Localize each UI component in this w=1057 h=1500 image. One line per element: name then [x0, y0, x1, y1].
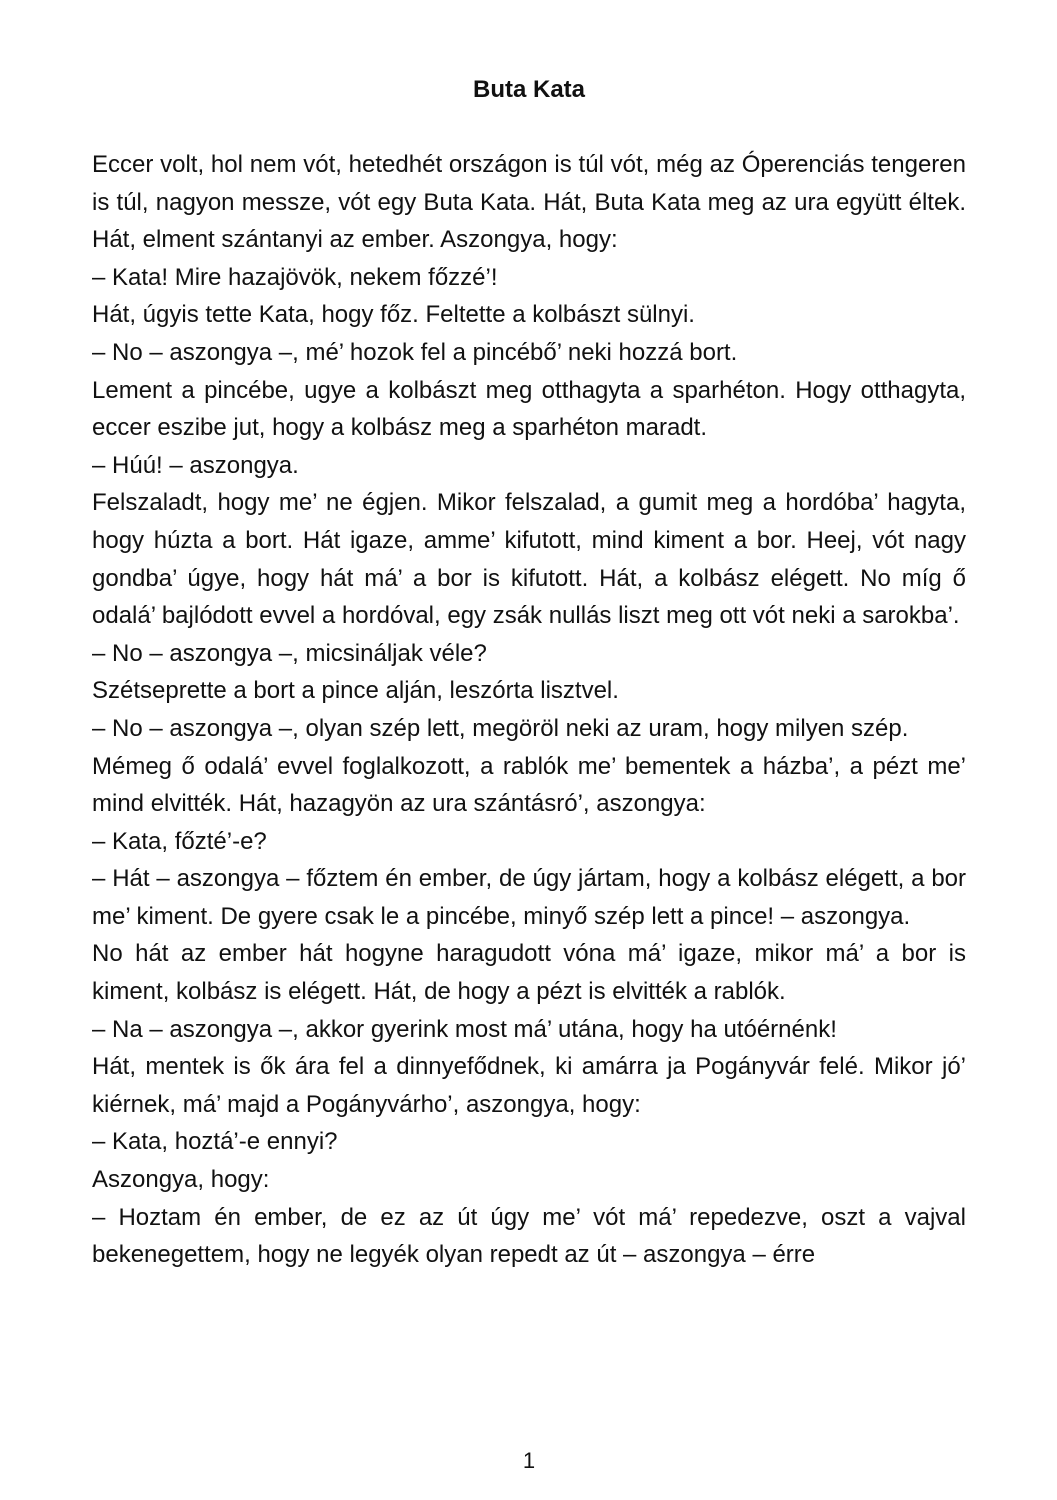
- paragraph: Hát, mentek is ők ára fel a dinnyefődnek, ki amárra ja Pogányvár felé. Mikor jó’ kiérnek, má’ majd a Pogányvárho’, aszongya, hogy:: [92, 1053, 966, 1118]
- dialog-line: – Hát – aszongya – főztem én ember, de úgy jártam, hogy a kolbász elégett, a bor me’ kiment. De gyere csak le a pincébe, minyő szép lett a pince! – aszongya.: [92, 865, 966, 930]
- dialog-line: – Hoztam én ember, de ez az út úgy me’ vót má’ repedezve, oszt a vajval bekenegettem, hogy ne legyék olyan repedt az út – aszongya – érre: [92, 1203, 966, 1269]
- paragraph: Aszongya, hogy:: [92, 1166, 270, 1194]
- dialog-line: – No – aszongya –, olyan szép lett, megöröl neki az uram, hogy milyen szép.: [92, 714, 909, 742]
- dialog-line: – No – aszongya –, micsináljak véle?: [92, 639, 487, 667]
- story-title: Buta Kata: [472, 76, 586, 103]
- paragraph: Lement a pincébe, ugye a kolbászt meg otthagyta a sparhéton. Hogy otthagyta, eccer eszibe jut, hogy a kolbász meg a sparhéton maradt.: [92, 376, 966, 442]
- paragraph: Felszaladt, hogy me’ ne égjen. Mikor felszalad, a gumit meg a hordóba’ hagyta, hogy húzta a bort. Hát igaze, amme’ kifutott, mind kiment a bor. Heej, vót nagy gondba’ úgye, hogy hát má’ a bor is kifutott. Hát, a kolbász elégett. No míg ő odalá’ bajlódott evvel a hordóval, egy zsák nullás liszt meg ott vót neki a sarokba’.: [92, 489, 966, 630]
- paragraph: Eccer volt, hol nem vót, hetedhét országon is túl vót, még az Óperenciás tengeren is túl, nagyon messze, vót egy Buta Kata. Hát, Buta Kata meg az ura együtt éltek. Hát, elment szántanyi az ember. Aszongya, hogy:: [92, 151, 966, 254]
- dialog-line: – Kata, főzté’-e?: [92, 827, 267, 855]
- dialog-line: – Húú! – aszongya.: [92, 451, 299, 479]
- paragraph: Mémeg ő odalá’ evvel foglalkozott, a rablók me’ bementek a házba’, a pézt me’ mind elvitték. Hát, hazagyön az ura szántásró’, aszongya:: [92, 752, 966, 818]
- paragraph: Szétseprette a bort a pince alján, leszórta lisztvel.: [92, 677, 619, 705]
- document-page: [92, 0, 966, 1500]
- dialog-line: – Kata, hoztá’-e ennyi?: [92, 1128, 338, 1156]
- paragraph: Hát, úgyis tette Kata, hogy főz. Feltette a kolbászt sülnyi.: [92, 301, 695, 329]
- dialog-line: – No – aszongya –, mé’ hozok fel a pincébő’ neki hozzá bort.: [92, 338, 738, 366]
- page-number: 1: [522, 1448, 536, 1473]
- dialog-line: – Na – aszongya –, akkor gyerink most má’ utána, hogy ha utóérnénk!: [92, 1015, 837, 1043]
- story-body: [92, 146, 966, 1274]
- paragraph: No hát az ember hát hogyne haragudott vóna má’ igaze, mikor má’ a bor is kiment, kolbász is elégett. Hát, de hogy a pézt is elvitték a rablók.: [92, 940, 966, 1006]
- dialog-line: – Kata! Mire hazajövök, nekem főzzé’!: [92, 263, 498, 291]
